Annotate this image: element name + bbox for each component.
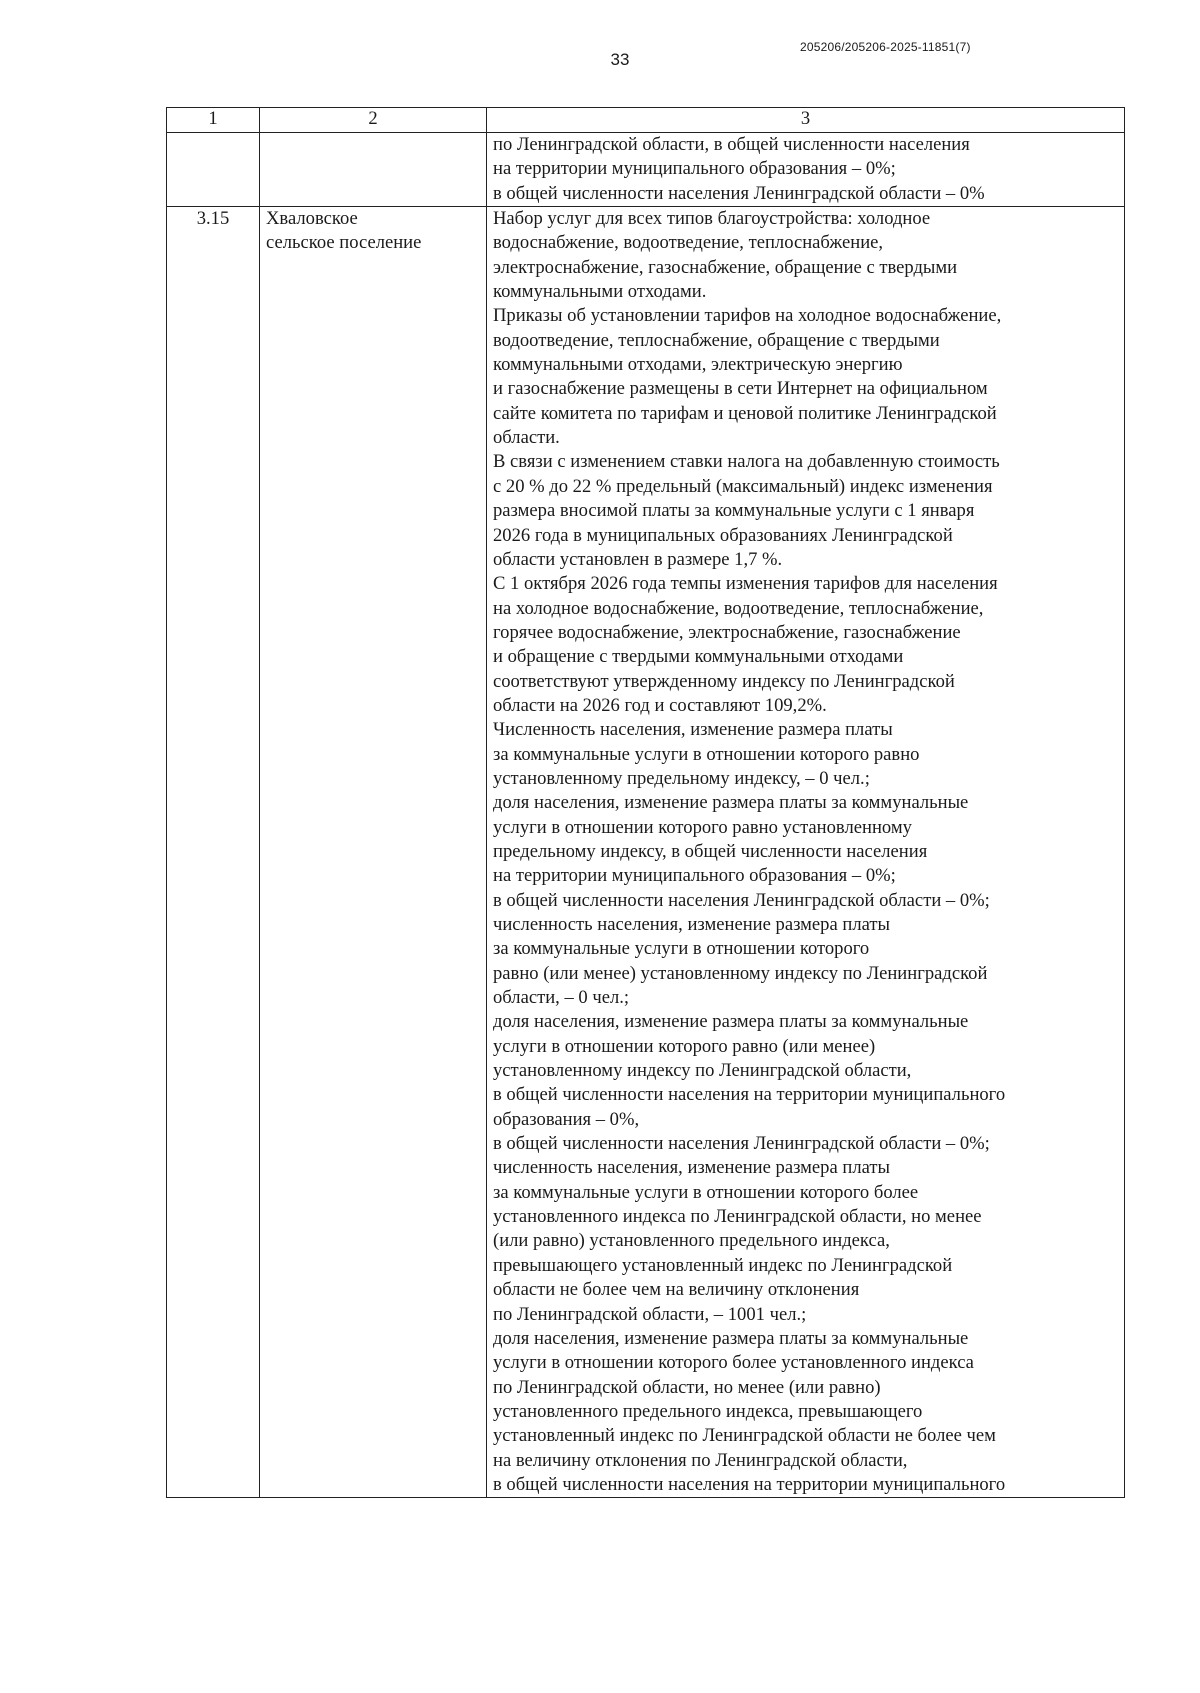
text-line: численность населения, изменение размера платы [493, 914, 890, 935]
text-line: на холодное водоснабжение, водоотведение, теплоснабжение, [493, 597, 984, 619]
text-line: с 20 % до 22 % предельный (максимальный) индекс изменения [493, 475, 993, 497]
page-number: 33 [610, 50, 630, 69]
text-line: в общей численности населения Ленинградской области – 0%; [493, 1133, 990, 1155]
text-line: водоотведение, теплоснабжение, обращение с твердыми [493, 329, 940, 351]
text-line: доля населения, изменение размера платы за коммунальные [493, 1011, 969, 1033]
text-line: доля населения, изменение размера платы за коммунальные [493, 1327, 969, 1349]
text-line: области. [493, 427, 560, 449]
text-line: на территории муниципального образования – 0%; [493, 865, 896, 887]
text-line: за коммунальные услуги в отношении которого [493, 938, 870, 960]
text-line: услуги в отношении которого равно (или менее) [493, 1035, 876, 1057]
text-line: С 1 октября 2026 года темпы изменения тарифов для населения [493, 573, 998, 595]
row-name [260, 133, 487, 207]
text-line: коммунальными отходами, электрическую энергию [493, 354, 903, 376]
text-line: по Ленинградской области, в общей численности населения [493, 134, 970, 155]
text-line: электроснабжение, газоснабжение, обращение с твердыми [493, 256, 958, 278]
text-line: образования – 0%, [493, 1108, 640, 1130]
text-line: Набор услуг для всех типов благоустройства: холодное [493, 208, 931, 230]
text-line: размера вносимой платы за коммунальные услуги с 1 января [493, 500, 975, 522]
text-line: соответствуют утвержденному индексу по Ленинградской [493, 670, 955, 692]
header-col-2: 2 [260, 108, 487, 133]
text-line: Приказы об установлении тарифов на холодное водоснабжение, [493, 305, 1002, 327]
text-line: коммунальными отходами. [493, 281, 707, 303]
text-line: численность населения, изменение размера платы [493, 1157, 890, 1179]
row-description [487, 207, 1125, 1498]
row-number [167, 133, 260, 207]
text-line: в общей численности населения на территории муниципального [493, 1473, 1006, 1495]
text-line: и обращение с твердыми коммунальными отходами [493, 646, 904, 668]
text-line: по Ленинградской области, – 1001 чел.; [493, 1303, 807, 1325]
text-line: услуги в отношении которого более установленного индекса [493, 1352, 974, 1374]
text-line: равно (или менее) установленному индексу по Ленинградской [493, 962, 988, 984]
text-line: установленного индекса по Ленинградской области, но менее [493, 1206, 982, 1228]
text-line: области, – 0 чел.; [493, 987, 630, 1009]
row-name [260, 207, 487, 1498]
text-line: области не более чем на величину отклонения [493, 1279, 860, 1301]
table-row-continuation [167, 133, 1125, 207]
text-line: установленного предельного индекса, превышающего [493, 1400, 923, 1422]
header-col-3: 3 [487, 108, 1125, 133]
header-col-1: 1 [167, 108, 260, 133]
row-description [487, 133, 1125, 207]
text-line: водоснабжение, водоотведение, теплоснабжение, [493, 232, 884, 254]
text-line: Численность населения, изменение размера платы [493, 719, 893, 741]
text-line: услуги в отношении которого равно установленному [493, 816, 912, 838]
text-line: и газоснабжение размещены в сети Интернет на официальном [493, 378, 988, 400]
text-line: превышающего установленный индекс по Ленинградской [493, 1254, 953, 1276]
text-line: (или равно) установленного предельного индекса, [493, 1230, 890, 1252]
data-table [166, 107, 1125, 1498]
text-line: установленный индекс по Ленинградской области не более чем [493, 1425, 996, 1447]
text-line: сайте комитета по тарифам и ценовой политике Ленинградской [493, 402, 997, 424]
text-line: в общей численности населения Ленинградской области – 0% [493, 182, 985, 204]
text-line: установленному индексу по Ленинградской области, [493, 1060, 912, 1082]
text-line: установленному предельному индексу, – 0 чел.; [493, 767, 870, 789]
text-line: за коммунальные услуги в отношении которого более [493, 1181, 919, 1203]
text-line: В связи с изменением ставки налога на добавленную стоимость [493, 451, 1000, 473]
text-line: в общей численности населения Ленинградской области – 0%; [493, 889, 990, 911]
row-number: 3.15 [167, 207, 260, 1498]
table-row-3-15 [167, 207, 1125, 1498]
table-header-row [167, 108, 1125, 133]
text-line: сельское поселение [266, 232, 422, 254]
text-line: горячее водоснабжение, электроснабжение, газоснабжение [493, 621, 961, 643]
text-line: за коммунальные услуги в отношении которого равно [493, 743, 920, 765]
text-line: по Ленинградской области, но менее (или равно) [493, 1376, 881, 1398]
text-line: 2026 года в муниципальных образованиях Ленинградской [493, 524, 953, 546]
text-line: области установлен в размере 1,7 %. [493, 548, 783, 570]
text-line: доля населения, изменение размера платы за коммунальные [493, 792, 969, 814]
text-line: предельному индексу, в общей численности населения [493, 840, 928, 862]
text-line: на территории муниципального образования – 0%; [493, 158, 896, 180]
text-line: Хваловское [266, 208, 358, 230]
text-line: в общей численности населения на территории муниципального [493, 1084, 1006, 1106]
text-line: области на 2026 год и составляют 109,2%. [493, 694, 827, 716]
document-id: 205206/205206-2025-11851(7) [800, 40, 971, 54]
text-line: на величину отклонения по Ленинградской области, [493, 1449, 908, 1471]
